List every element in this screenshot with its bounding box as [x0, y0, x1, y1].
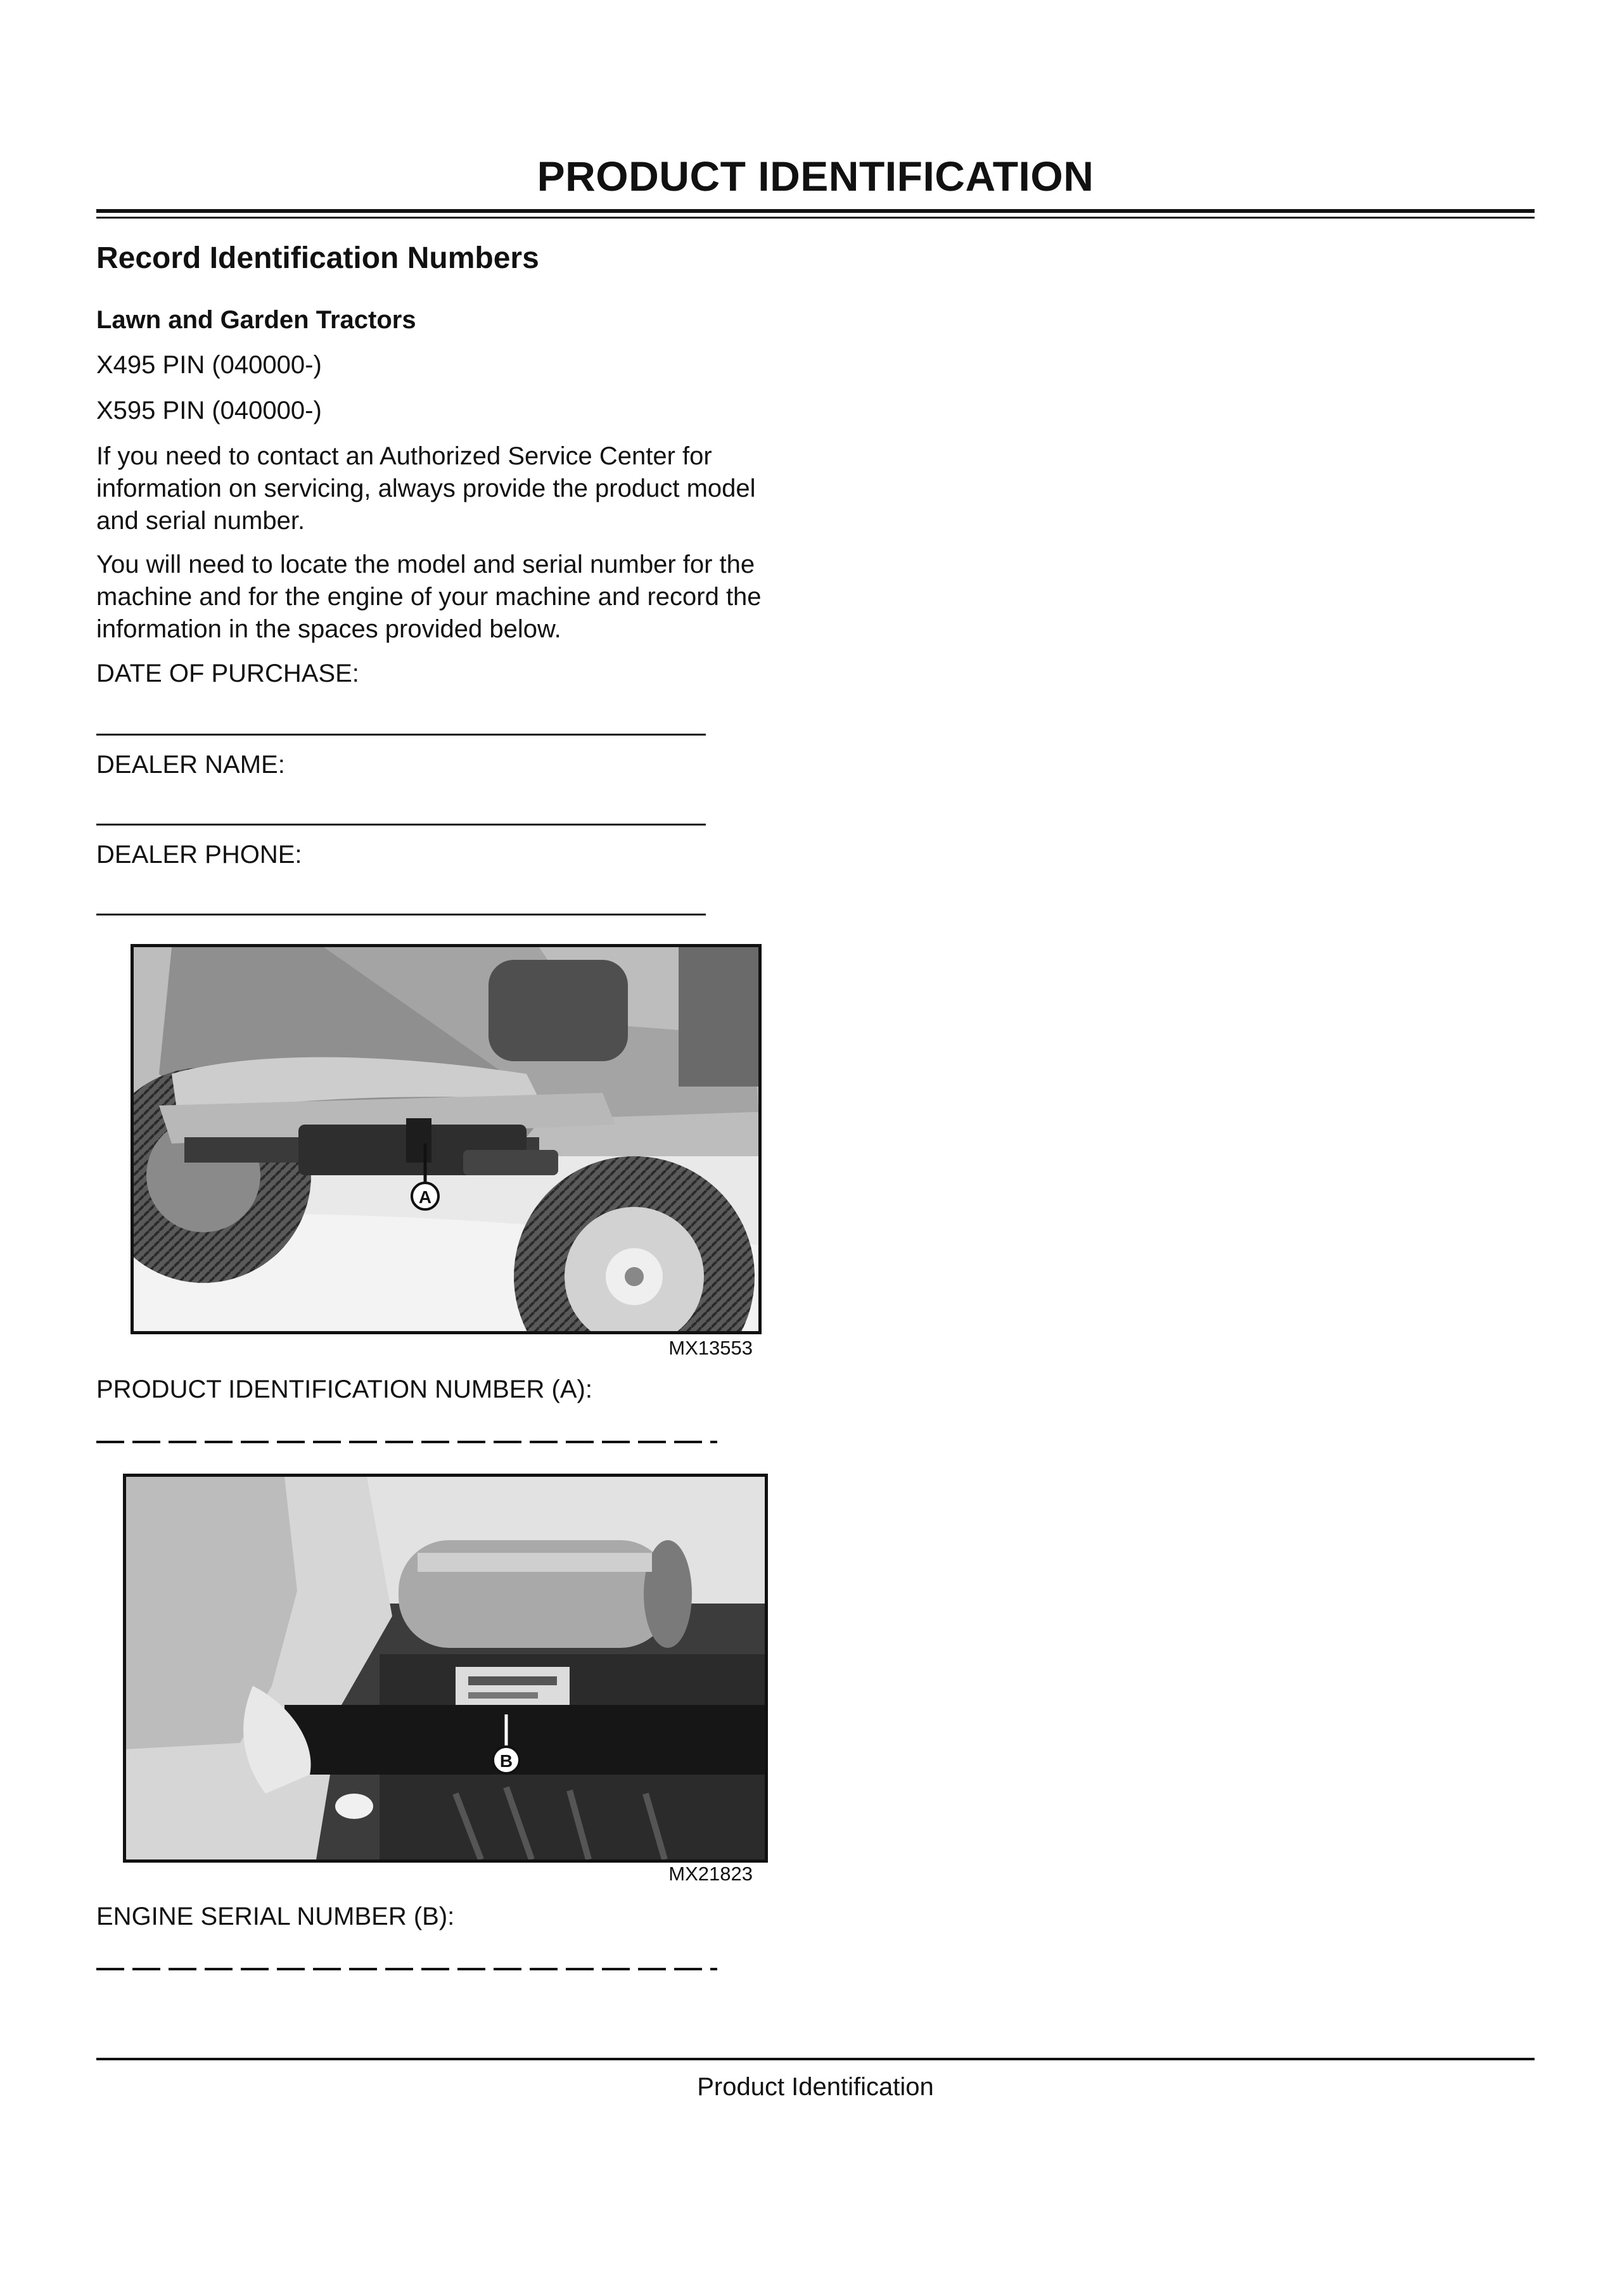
footer-rule	[96, 2058, 1535, 2060]
header-rule-bottom	[96, 217, 1535, 219]
locate-paragraph	[96, 549, 793, 646]
figure-id-2: MX21823	[668, 1863, 753, 1885]
model-x495: X495 PIN (040000-)	[96, 351, 322, 379]
paragraph-line: information on servicing, always provide the product model	[96, 475, 756, 502]
paragraph-line: and serial number.	[96, 507, 305, 535]
model-x595: X595 PIN (040000-)	[96, 397, 322, 424]
tractor-side-photo	[131, 944, 762, 1334]
dealer-phone-label: DEALER PHONE:	[96, 841, 302, 869]
service-paragraph	[96, 440, 793, 537]
engine-serial-label: ENGINE SERIAL NUMBER (B):	[96, 1903, 455, 1930]
engine-illustration	[126, 1477, 765, 1859]
paragraph-line: You will need to locate the model and serial number for the	[96, 551, 755, 578]
section-title: Record Identification Numbers	[96, 241, 539, 275]
callout-b: B	[499, 1751, 513, 1771]
paragraph-line: information in the spaces provided below.	[96, 615, 561, 643]
paragraph-line: machine and for the engine of your machine and record the	[96, 583, 762, 611]
paragraph-line: If you need to contact an Authorized Service Center for	[96, 442, 712, 470]
header-rule-top	[96, 209, 1535, 213]
callout-a: A	[418, 1187, 432, 1207]
dealer-name-label: DEALER NAME:	[96, 751, 285, 779]
figure-id-1: MX13553	[668, 1337, 753, 1359]
pin-field[interactable]	[96, 1441, 717, 1443]
pin-label: PRODUCT IDENTIFICATION NUMBER (A):	[96, 1375, 592, 1403]
dealer-phone-field[interactable]	[96, 914, 706, 915]
dealer-name-field[interactable]	[96, 824, 706, 826]
intro-subheading	[96, 304, 793, 336]
engine-serial-field[interactable]	[96, 1968, 717, 1970]
tractor-side-illustration	[134, 947, 758, 1331]
subheading: Lawn and Garden Tractors	[96, 306, 416, 334]
engine-photo	[123, 1474, 768, 1863]
page-footer: Product Identification	[697, 2073, 934, 2101]
date-of-purchase-field[interactable]	[96, 734, 706, 736]
date-of-purchase-label: DATE OF PURCHASE:	[96, 660, 359, 687]
page-title: PRODUCT IDENTIFICATION	[537, 153, 1094, 200]
